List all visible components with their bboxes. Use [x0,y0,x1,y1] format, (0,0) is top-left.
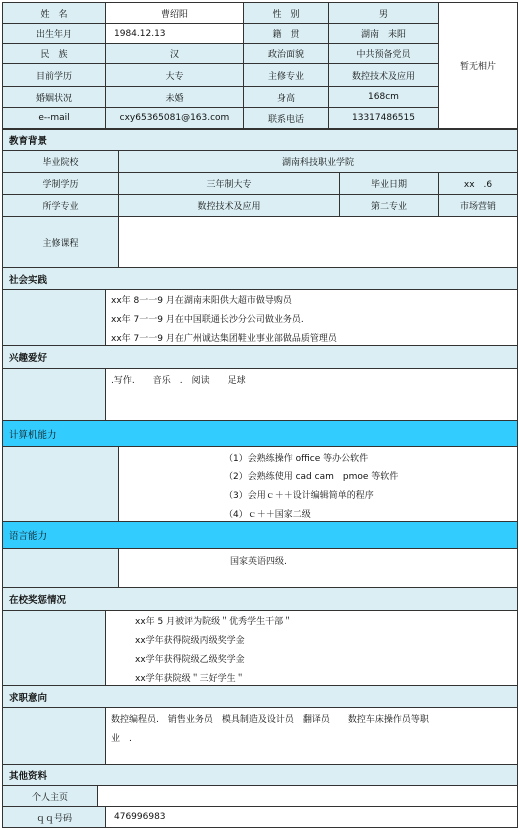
ethnic-value: 汉 [105,43,244,64]
birth-label: 出生年月 [2,23,106,44]
computer-item: （2）会熟练使用 cad cam pmoe 等软件 [224,472,399,482]
hobby-header: 兴趣爱好 [2,345,518,369]
computer-header: 计算机能力 [2,420,518,447]
computer-item: （3）会用ｃ＋＋设计编辑简单的程序 [224,491,374,501]
practice-item: xx年 7一一9 月在广州诚达集团鞋业事业部做品质管理员 [111,334,337,344]
second-major-label: 第二专业 [339,194,439,217]
award-item: xx年 5 月被评为院级＂优秀学生干部＂ [135,617,293,627]
computer-item: （4）ｃ＋＋国家二级 [224,510,311,520]
study-major-label: 所学专业 [2,194,119,217]
intention-side [2,707,106,765]
computer-side [2,446,119,522]
school-label: 毕业院校 [2,150,119,173]
gender-value: 男 [328,2,439,24]
award-item: xx学年获得院级乙级奖学金 [135,655,245,665]
awards-header: 在校奖惩情况 [2,587,518,611]
photo-placeholder: 暂无相片 [438,2,518,129]
language-content [118,548,518,588]
email-label: e--mail [2,107,106,129]
phone-value: 13317486515 [328,107,439,129]
education-header: 教育背景 [2,129,518,151]
edu-label: 目前学历 [2,63,106,87]
hobby-text: .写作. 音乐 . 阅读 足球 [111,376,246,386]
qq-label: ｑｑ号码 [2,806,106,828]
marital-value: 未婚 [105,86,244,108]
language-header: 语言能力 [2,521,518,549]
edu-value: 大专 [105,63,244,87]
system-value: 三年制大专 [118,172,340,195]
practice-side [2,289,106,346]
award-item: xx学年获得院级丙级奖学金 [135,636,245,646]
courses-value [118,216,518,268]
practice-item: xx年 8一一9 月在湖南耒阳供大超市做导购员 [111,296,292,306]
awards-side [2,610,106,686]
email-value: cxy65365081@163.com [105,107,244,129]
name-label: 姓 名 [2,2,106,24]
intention-header: 求职意向 [2,685,518,708]
practice-item: xx年 7一一9 月在中国联通长沙分公司做业务员. [111,315,304,325]
major-value: 数控技术及应用 [328,63,439,87]
marital-label: 婚姻状况 [2,86,106,108]
native-value: 湖南 耒阳 [328,23,439,44]
grad-value: xx .6 [438,172,518,195]
phone-label: 联系电话 [243,107,329,129]
other-header: 其他资料 [2,764,518,786]
ethnic-label: 民 族 [2,43,106,64]
gender-label: 性 别 [243,2,329,24]
language-text: 国家英语四级. [230,557,287,567]
computer-item: （1）会熟练操作 office 等办公软件 [224,454,369,464]
height-value: 168cm [328,86,439,108]
native-label: 籍 贯 [243,23,329,44]
homepage-value [97,785,518,807]
intention-line: 数控编程员. 销售业务员 模具制造及设计员 翻译员 数控车床操作员等职 [111,715,429,725]
award-item: xx学年获院级＂三好学生＂ [135,674,245,684]
system-label: 学制学历 [2,172,119,195]
homepage-label: 个人主页 [2,785,98,807]
school-value: 湖南科技职业学院 [118,150,518,173]
grad-label: 毕业日期 [339,172,439,195]
hobby-side [2,368,106,421]
study-major-value: 数控技术及应用 [118,194,340,217]
political-value: 中共预备党员 [328,43,439,64]
courses-label: 主修课程 [2,216,119,268]
language-side [2,548,119,588]
name-value: 曹绍阳 [105,2,244,24]
birth-value: 1984.12.13 [105,23,244,44]
height-label: 身高 [243,86,329,108]
political-label: 政治面貌 [243,43,329,64]
qq-value: 476996983 [105,806,518,828]
intention-line: 业 . [111,734,132,744]
second-major-value: 市场营销 [438,194,518,217]
major-label: 主修专业 [243,63,329,87]
practice-header: 社会实践 [2,267,518,290]
